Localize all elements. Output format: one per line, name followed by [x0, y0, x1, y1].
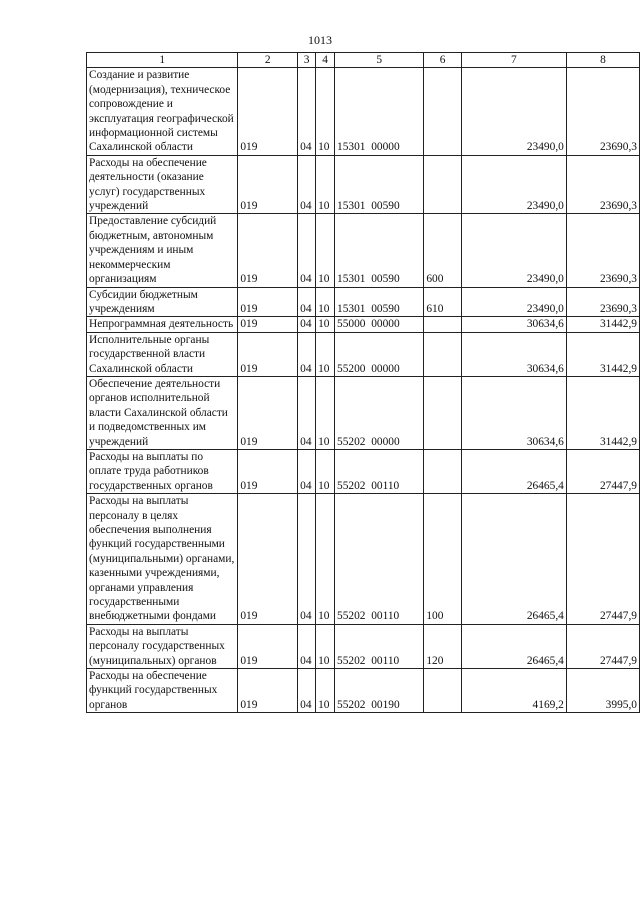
amount-year2-cell: 27447,9 — [566, 624, 639, 668]
table-row — [87, 669, 640, 713]
section-code-cell: 04 — [298, 449, 316, 493]
amount-year1-cell: 26465,4 — [461, 494, 566, 625]
target-article-cell: 15301 00590 — [335, 287, 424, 317]
table-row — [87, 287, 640, 317]
section-code-cell: 04 — [298, 68, 316, 155]
target-article-cell: 55202 00110 — [335, 449, 424, 493]
table-row — [87, 449, 640, 493]
budget-table — [86, 52, 640, 713]
section-code-cell: 04 — [298, 287, 316, 317]
amount-year2-cell: 31442,9 — [566, 376, 639, 449]
table-row — [87, 494, 640, 625]
table-row — [87, 376, 640, 449]
admin-code-cell: 019 — [238, 317, 298, 332]
column-header: 2 — [238, 53, 298, 68]
row-name-cell: Расходы на обеспечение деятельности (оказание услуг) государственных учреждений — [87, 155, 238, 214]
section-code-cell: 04 — [298, 214, 316, 287]
amount-year2-cell: 3995,0 — [566, 669, 639, 713]
row-name-cell: Расходы на обеспечение функций государственных органов — [87, 669, 238, 713]
expense-type-cell: 600 — [424, 214, 462, 287]
subsection-code-cell: 10 — [316, 287, 335, 317]
amount-year1-cell: 4169,2 — [461, 669, 566, 713]
expense-type-cell — [424, 332, 462, 376]
table-row — [87, 214, 640, 287]
row-name-cell: Обеспечение деятельности органов исполнительной власти Сахалинской области и подведомственных им учреждений — [87, 376, 238, 449]
column-header: 4 — [316, 53, 335, 68]
section-code-cell: 04 — [298, 624, 316, 668]
subsection-code-cell: 10 — [316, 449, 335, 493]
column-header: 1 — [87, 53, 238, 68]
subsection-code-cell: 10 — [316, 669, 335, 713]
column-header: 7 — [461, 53, 566, 68]
table-row — [87, 332, 640, 376]
amount-year1-cell: 30634,6 — [461, 332, 566, 376]
table-row — [87, 155, 640, 214]
column-number-row — [87, 53, 640, 68]
table-row — [87, 624, 640, 668]
target-article-cell: 15301 00590 — [335, 214, 424, 287]
target-article-cell: 55000 00000 — [335, 317, 424, 332]
expense-type-cell: 100 — [424, 494, 462, 625]
amount-year2-cell: 27447,9 — [566, 449, 639, 493]
amount-year1-cell: 30634,6 — [461, 376, 566, 449]
row-name-cell: Исполнительные органы государственной власти Сахалинской области — [87, 332, 238, 376]
section-code-cell: 04 — [298, 494, 316, 625]
amount-year2-cell: 23690,3 — [566, 68, 639, 155]
admin-code-cell: 019 — [238, 287, 298, 317]
admin-code-cell: 019 — [238, 669, 298, 713]
row-name-cell: Предоставление субсидий бюджетным, автономным учреждениям и иным некоммерческим организациям — [87, 214, 238, 287]
amount-year2-cell: 23690,3 — [566, 155, 639, 214]
target-article-cell: 55202 00190 — [335, 669, 424, 713]
target-article-cell: 15301 00590 — [335, 155, 424, 214]
admin-code-cell: 019 — [238, 68, 298, 155]
section-code-cell: 04 — [298, 317, 316, 332]
amount-year2-cell: 23690,3 — [566, 287, 639, 317]
subsection-code-cell: 10 — [316, 214, 335, 287]
amount-year2-cell: 27447,9 — [566, 494, 639, 625]
column-header: 6 — [424, 53, 462, 68]
admin-code-cell: 019 — [238, 376, 298, 449]
expense-type-cell: 610 — [424, 287, 462, 317]
amount-year1-cell: 23490,0 — [461, 214, 566, 287]
table-row — [87, 68, 640, 155]
subsection-code-cell: 10 — [316, 624, 335, 668]
target-article-cell: 15301 00000 — [335, 68, 424, 155]
subsection-code-cell: 10 — [316, 68, 335, 155]
target-article-cell: 55202 00000 — [335, 376, 424, 449]
subsection-code-cell: 10 — [316, 376, 335, 449]
expense-type-cell — [424, 449, 462, 493]
target-article-cell: 55200 00000 — [335, 332, 424, 376]
row-name-cell: Субсидии бюджетным учреждениям — [87, 287, 238, 317]
admin-code-cell: 019 — [238, 332, 298, 376]
section-code-cell: 04 — [298, 669, 316, 713]
subsection-code-cell: 10 — [316, 332, 335, 376]
row-name-cell: Расходы на выплаты персоналу государственных (муниципальных) органов — [87, 624, 238, 668]
admin-code-cell: 019 — [238, 624, 298, 668]
section-code-cell: 04 — [298, 332, 316, 376]
page-number: 1013 — [308, 33, 332, 47]
amount-year1-cell: 23490,0 — [461, 287, 566, 317]
amount-year2-cell: 23690,3 — [566, 214, 639, 287]
expense-type-cell — [424, 68, 462, 155]
subsection-code-cell: 10 — [316, 155, 335, 214]
row-name-cell: Расходы на выплаты по оплате труда работников государственных органов — [87, 449, 238, 493]
amount-year2-cell: 31442,9 — [566, 332, 639, 376]
row-name-cell: Создание и развитие (модернизация), техническое сопровождение и эксплуатация географической информационной системы Сахалинской области — [87, 68, 238, 155]
amount-year2-cell: 31442,9 — [566, 317, 639, 332]
subsection-code-cell: 10 — [316, 494, 335, 625]
amount-year1-cell: 23490,0 — [461, 155, 566, 214]
amount-year1-cell: 30634,6 — [461, 317, 566, 332]
amount-year1-cell: 26465,4 — [461, 449, 566, 493]
expense-type-cell — [424, 669, 462, 713]
amount-year1-cell: 26465,4 — [461, 624, 566, 668]
expense-type-cell — [424, 155, 462, 214]
row-name-cell: Расходы на выплаты персоналу в целях обеспечения выполнения функций государственными (муниципальными) органами, казенными учреждениями, органами управления государственными внебюджетными фондами — [87, 494, 238, 625]
table-row — [87, 317, 640, 332]
column-header: 8 — [566, 53, 639, 68]
admin-code-cell: 019 — [238, 155, 298, 214]
column-header: 5 — [335, 53, 424, 68]
section-code-cell: 04 — [298, 155, 316, 214]
admin-code-cell: 019 — [238, 214, 298, 287]
subsection-code-cell: 10 — [316, 317, 335, 332]
row-name-cell: Непрограммная деятельность — [87, 317, 238, 332]
admin-code-cell: 019 — [238, 494, 298, 625]
admin-code-cell: 019 — [238, 449, 298, 493]
column-header: 3 — [298, 53, 316, 68]
amount-year1-cell: 23490,0 — [461, 68, 566, 155]
expense-type-cell: 120 — [424, 624, 462, 668]
expense-type-cell — [424, 376, 462, 449]
target-article-cell: 55202 00110 — [335, 624, 424, 668]
target-article-cell: 55202 00110 — [335, 494, 424, 625]
expense-type-cell — [424, 317, 462, 332]
section-code-cell: 04 — [298, 376, 316, 449]
